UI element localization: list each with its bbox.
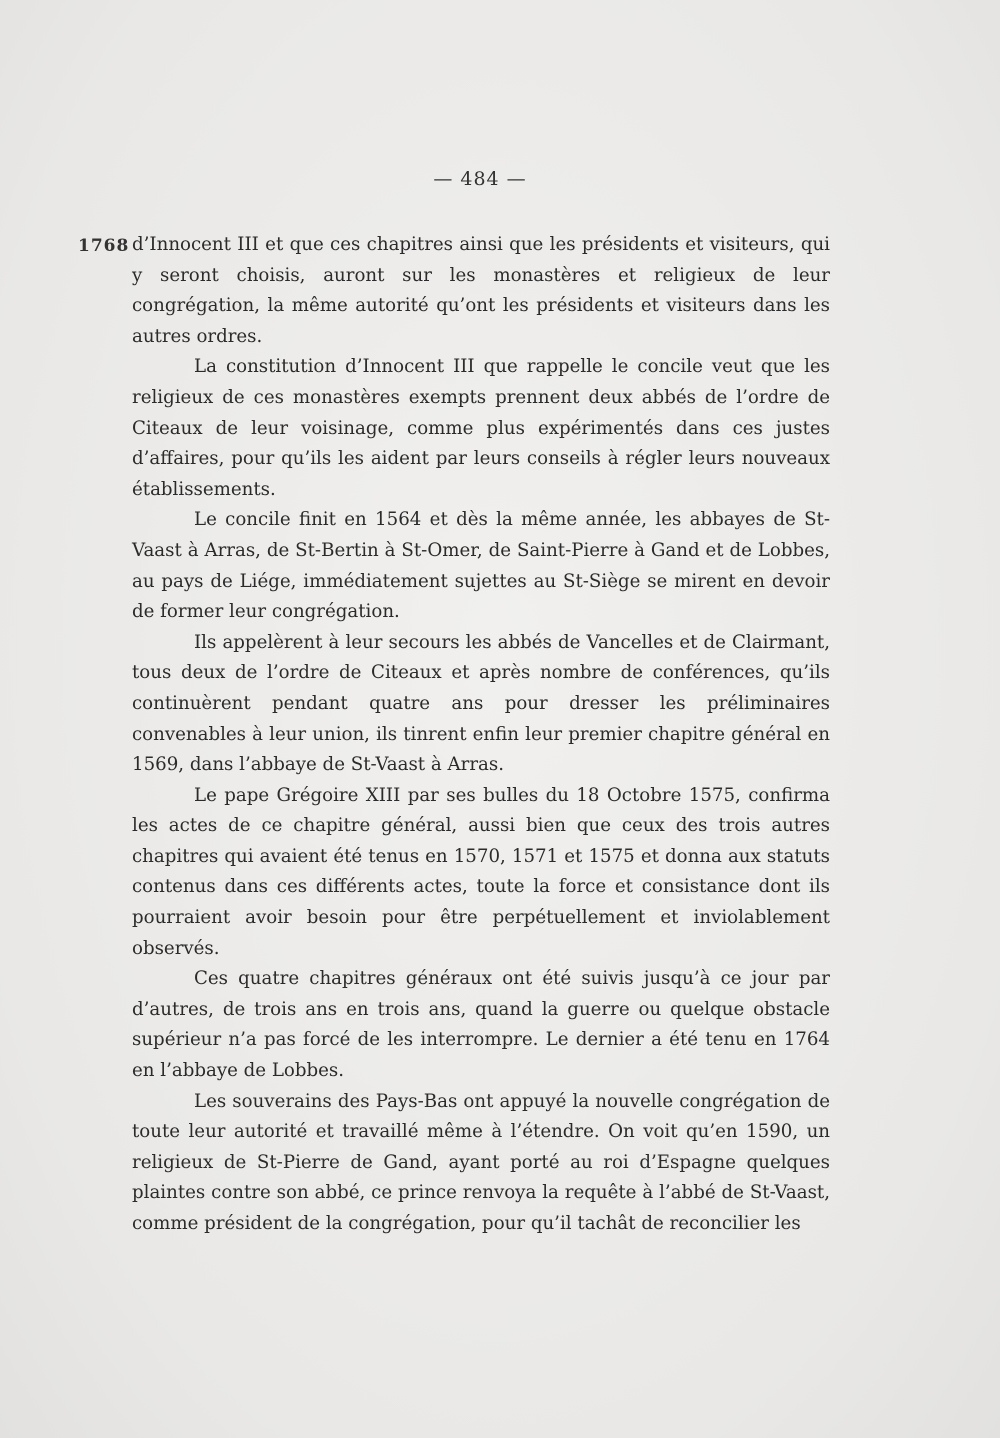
margin-year: 1768 [78,236,130,256]
page-number: — 484 — [433,168,527,190]
paragraph: d’Innocent III et que ces chapitres ainsi que les présidents et visiteurs, qui y seront choisis, auront sur les monastères et religieux de leur congrégation, la même autorité qu’ont les présidents et visiteurs dans les autres ordres. [132,234,830,347]
paragraph: Ils appelèrent à leur secours les abbés de Vancelles et de Clairmant, tous deux de l’ordre de Citeaux et après nombre de conférences, qu’ils continuèrent pendant quatre ans pour dresser les préliminaires convenables à leur union, ils tinrent enfin leur premier chapitre général en 1569, dans l’abbaye de St-Vaast à Arras. [132,631,830,776]
paragraph: Ces quatre chapitres généraux ont été suivis jusqu’à ce jour par d’autres, de trois ans en trois ans, quand la guerre ou quelque obstacle supérieur n’a pas forcé de les interrompre. Le dernier a été tenu en 1764 en l’abbaye de Lobbes. [132,968,830,1082]
paragraph: Le concile finit en 1564 et dès la même année, les abbayes de St-Vaast à Arras, de St-Bertin à St-Omer, de Saint-Pierre à Gand et de Lobbes, au pays de Liége, immédiatement sujettes au St-Siège se mirent en devoir de former leur congrégation. [132,509,830,623]
body-text [132,230,830,1240]
paragraph: La constitution d’Innocent III que rappelle le concile veut que les religieux de ces monastères exempts prennent deux abbés de l’ordre de Citeaux de leur voisinage, comme plus expérimentés dans ces justes d’affaires, pour qu’ils les aident par leurs conseils à régler leurs nouveaux établissements. [132,356,830,500]
paragraph: Les souverains des Pays-Bas ont appuyé la nouvelle congrégation de toute leur autorité et travaillé même à l’étendre. On voit qu’en 1590, un religieux de St-Pierre de Gand, ayant porté au roi d’Espagne quelques plaintes contre son abbé, ce prince renvoya la requête à l’abbé de St-Vaast, comme président de la congrégation, pour qu’il tachât de reconcilier les [132,1090,830,1234]
paragraph: Le pape Grégoire XIII par ses bulles du 18 Octobre 1575, confirma les actes de ce chapitre général, aussi bien que ceux des trois autres chapitres qui avaient été tenus en 1570, 1571 et 1575 et donna aux statuts contenus dans ces différents actes, toute la force et consistance dont ils pourraient avoir besoin pour être perpétuellement et inviolablement observés. [132,784,830,959]
